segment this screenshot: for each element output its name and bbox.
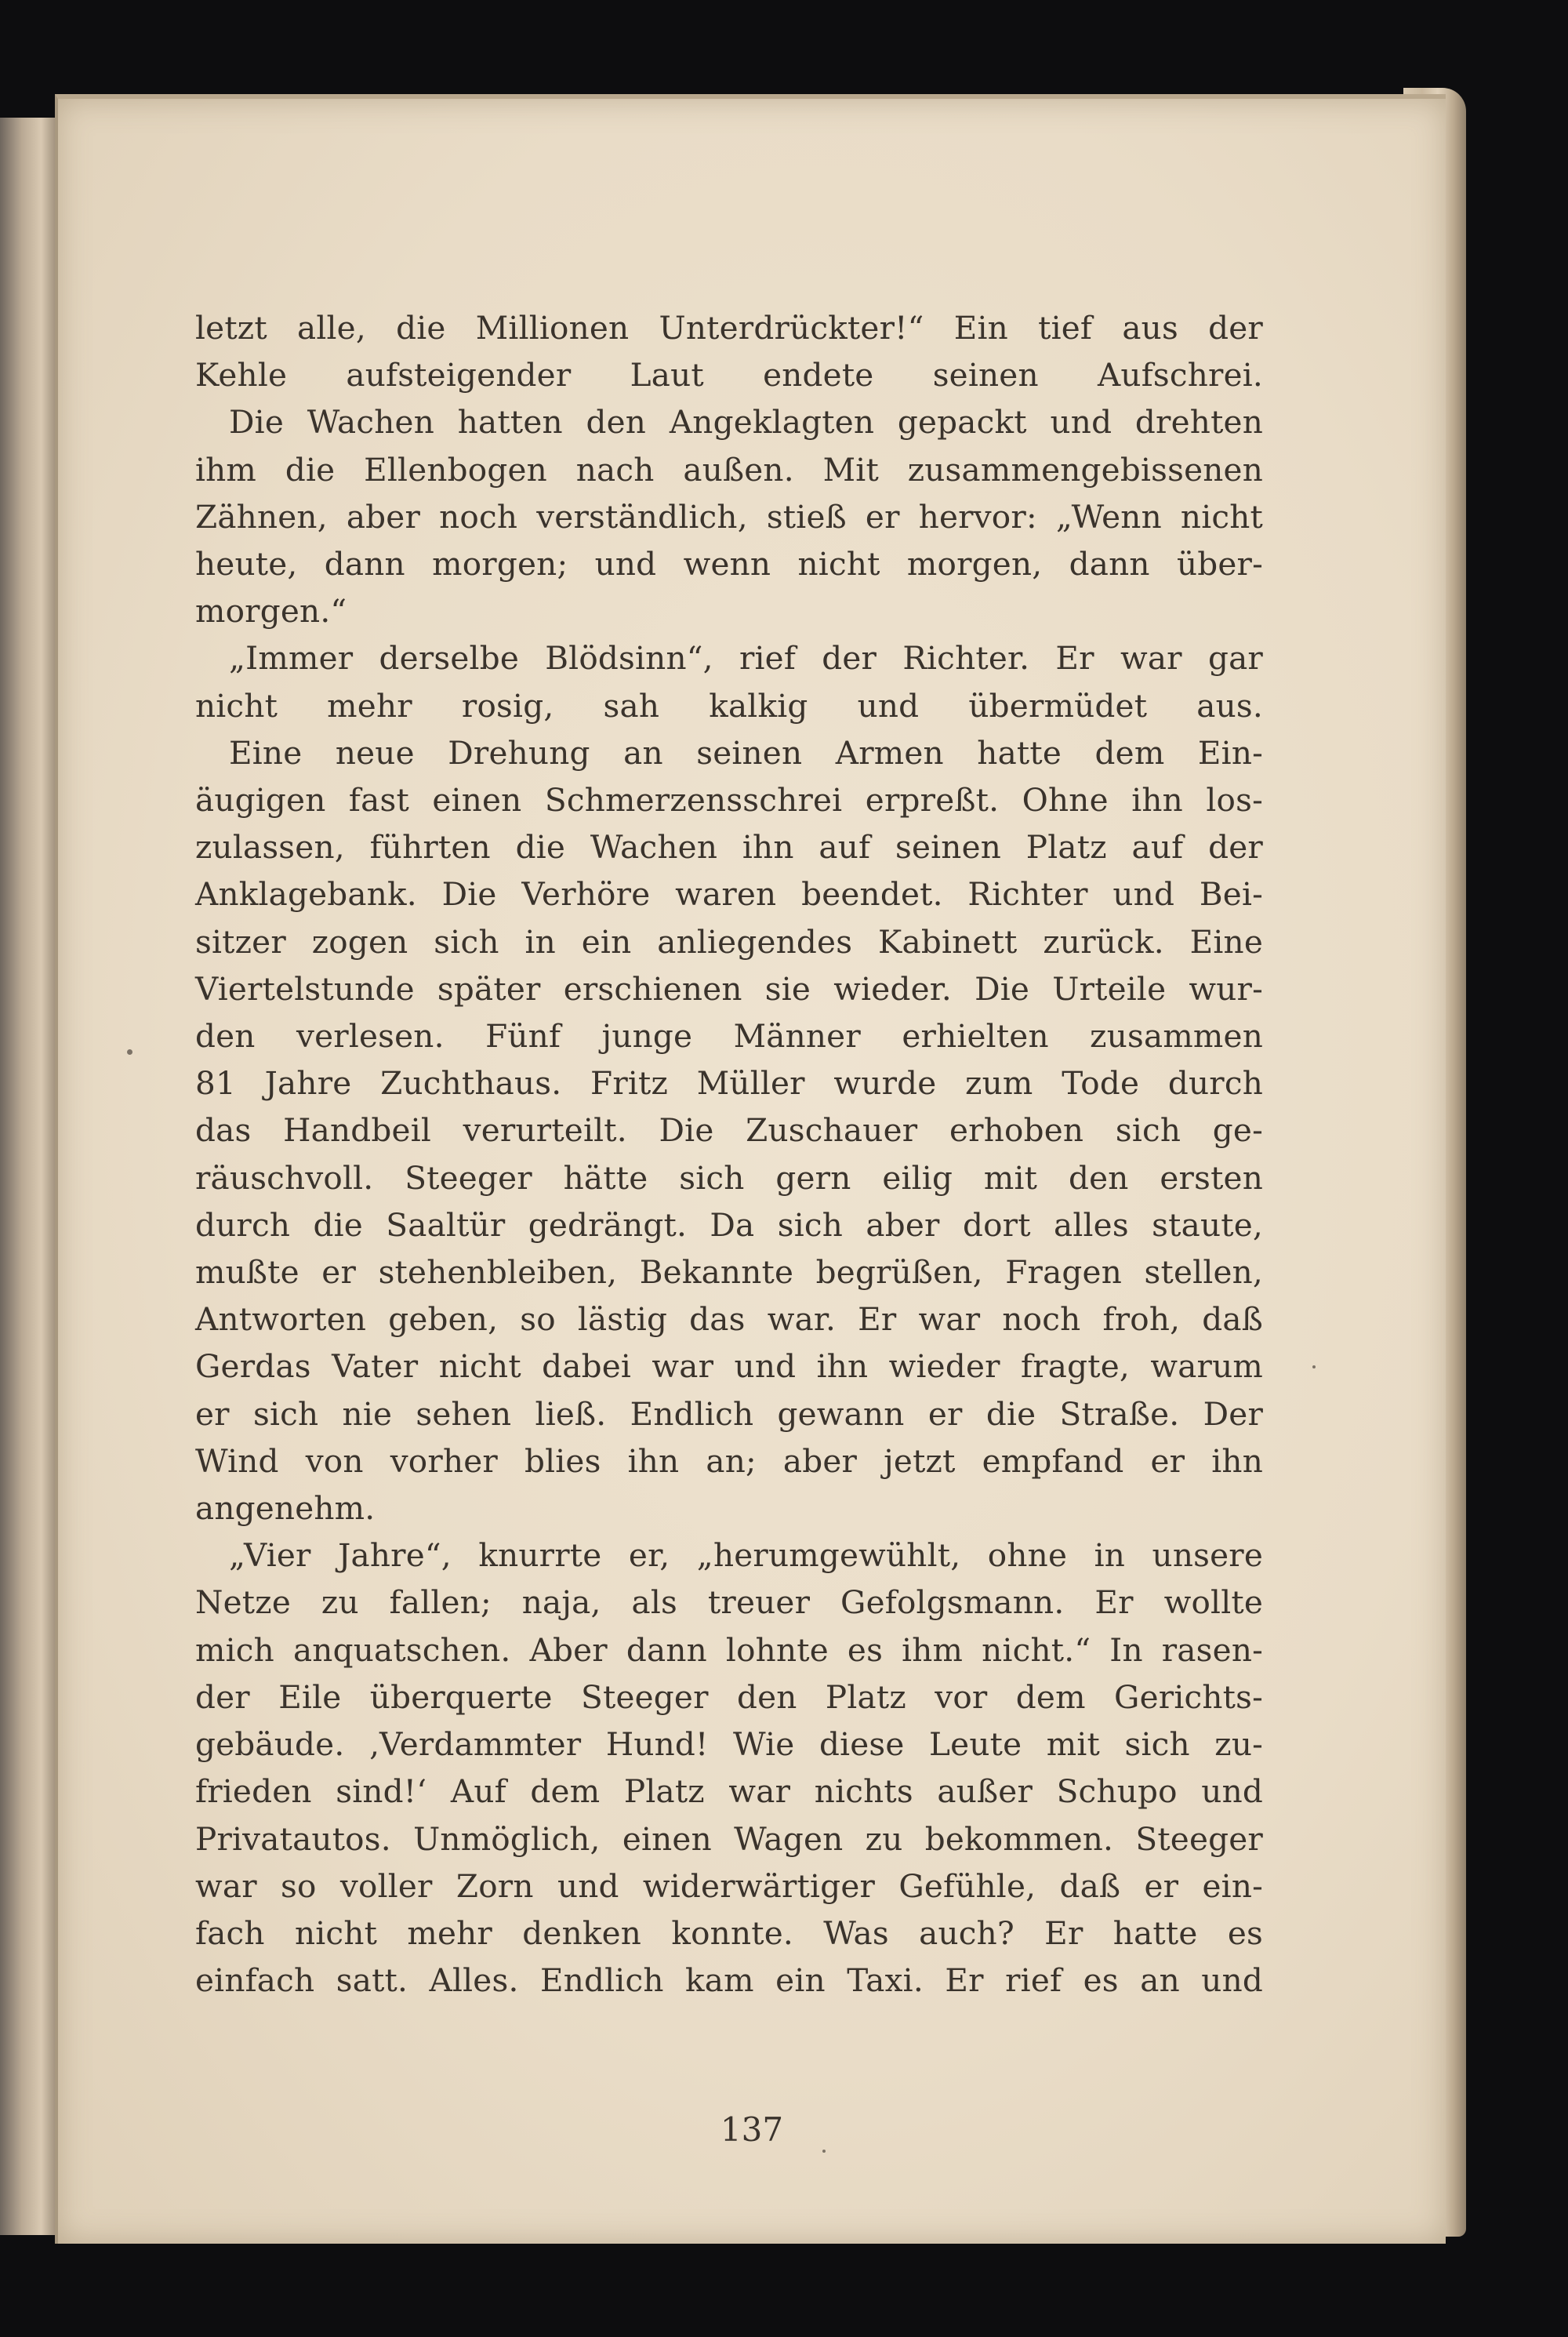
text-line: ihm die Ellenbogen nach außen. Mit zusammengebissenen — [195, 450, 1263, 489]
facing-page-edge — [0, 118, 55, 2235]
page-number: 137 — [720, 2110, 784, 2149]
text-line: „Vier Jahre“, knurrte er, „herumgewühlt, ohne in unsere — [229, 1536, 1263, 1575]
text-line: 81 Jahre Zuchthaus. Fritz Müller wurde zum Tode durch — [195, 1064, 1263, 1103]
text-line: Privatautos. Unmöglich, einen Wagen zu bekommen. Steeger — [195, 1819, 1263, 1858]
text-line: letzt alle, die Millionen Unterdrückter!“ Ein tief aus der — [195, 309, 1263, 347]
text-line: morgen.“ — [195, 592, 347, 631]
text-line: Die Wachen hatten den Angeklagten gepackt und drehten — [229, 403, 1263, 442]
text-line: zulassen, führten die Wachen ihn auf seinen Platz auf der — [195, 828, 1263, 867]
text-line: der Eile überquerte Steeger den Platz vor dem Gerichts- — [195, 1677, 1263, 1716]
text-line: Anklagebank. Die Verhöre waren beendet. Richter und Bei- — [195, 875, 1263, 914]
paper-speck — [822, 2150, 826, 2153]
text-line: durch die Saaltür gedrängt. Da sich aber dort alles staute, — [195, 1205, 1263, 1244]
text-line: Netze zu fallen; naja, als treuer Gefolgsmann. Er wollte — [195, 1583, 1263, 1622]
text-line: er sich nie sehen ließ. Endlich gewann er die Straße. Der — [195, 1394, 1263, 1433]
text-line: einfach satt. Alles. Endlich kam ein Taxi. Er rief es an und — [195, 1961, 1263, 2000]
text-line: äugigen fast einen Schmerzensschrei erpreßt. Ohne ihn los- — [195, 781, 1263, 820]
text-line: war so voller Zorn und widerwärtiger Gefühle, daß er ein- — [195, 1866, 1263, 1905]
body-text — [195, 304, 1263, 2004]
text-line: gebäude. ‚Verdammter Hund! Wie diese Leute mit sich zu- — [195, 1725, 1263, 1764]
text-line: Kehle aufsteigender Laut endete seinen Aufschrei. — [195, 356, 1263, 394]
text-line: nicht mehr rosig, sah kalkig und übermüdet aus. — [195, 686, 1263, 725]
text-line: sitzer zogen sich in ein anliegendes Kabinett zurück. Eine — [195, 922, 1263, 961]
text-line: Antworten geben, so lästig das war. Er war noch froh, daß — [195, 1300, 1263, 1339]
text-line: angenehm. — [195, 1489, 376, 1528]
text-line: räuschvoll. Steeger hätte sich gern eilig mit den ersten — [195, 1158, 1263, 1197]
text-line: fach nicht mehr denken konnte. Was auch? Er hatte es — [195, 1914, 1263, 1952]
text-line: den verlesen. Fünf junge Männer erhielten zusammen — [195, 1017, 1263, 1056]
text-line: Gerdas Vater nicht dabei war und ihn wieder fragte, warum — [195, 1347, 1263, 1386]
text-line: mich anquatschen. Aber dann lohnte es ihm nicht.“ In rasen- — [195, 1630, 1263, 1669]
text-line: frieden sind!‘ Auf dem Platz war nichts außer Schupo und — [195, 1772, 1263, 1811]
book-page — [55, 94, 1446, 2244]
text-line: mußte er stehenbleiben, Bekannte begrüßen, Fragen stellen, — [195, 1253, 1263, 1292]
paper-speck — [127, 1049, 132, 1055]
text-line: „Immer derselbe Blödsinn“, rief der Richter. Er war gar — [229, 639, 1263, 678]
text-line: Wind von vorher blies ihn an; aber jetzt empfand er ihn — [195, 1441, 1263, 1480]
text-line: heute, dann morgen; und wenn nicht morgen, dann über- — [195, 545, 1263, 583]
text-line: Eine neue Drehung an seinen Armen hatte dem Ein- — [229, 733, 1263, 772]
paper-speck — [1312, 1365, 1316, 1368]
text-line: Zähnen, aber noch verständlich, stieß er hervor: „Wenn nicht — [195, 497, 1263, 536]
text-line: das Handbeil verurteilt. Die Zuschauer erhoben sich ge- — [195, 1111, 1263, 1150]
text-line: Viertelstunde später erschienen sie wieder. Die Urteile wur- — [195, 969, 1263, 1008]
